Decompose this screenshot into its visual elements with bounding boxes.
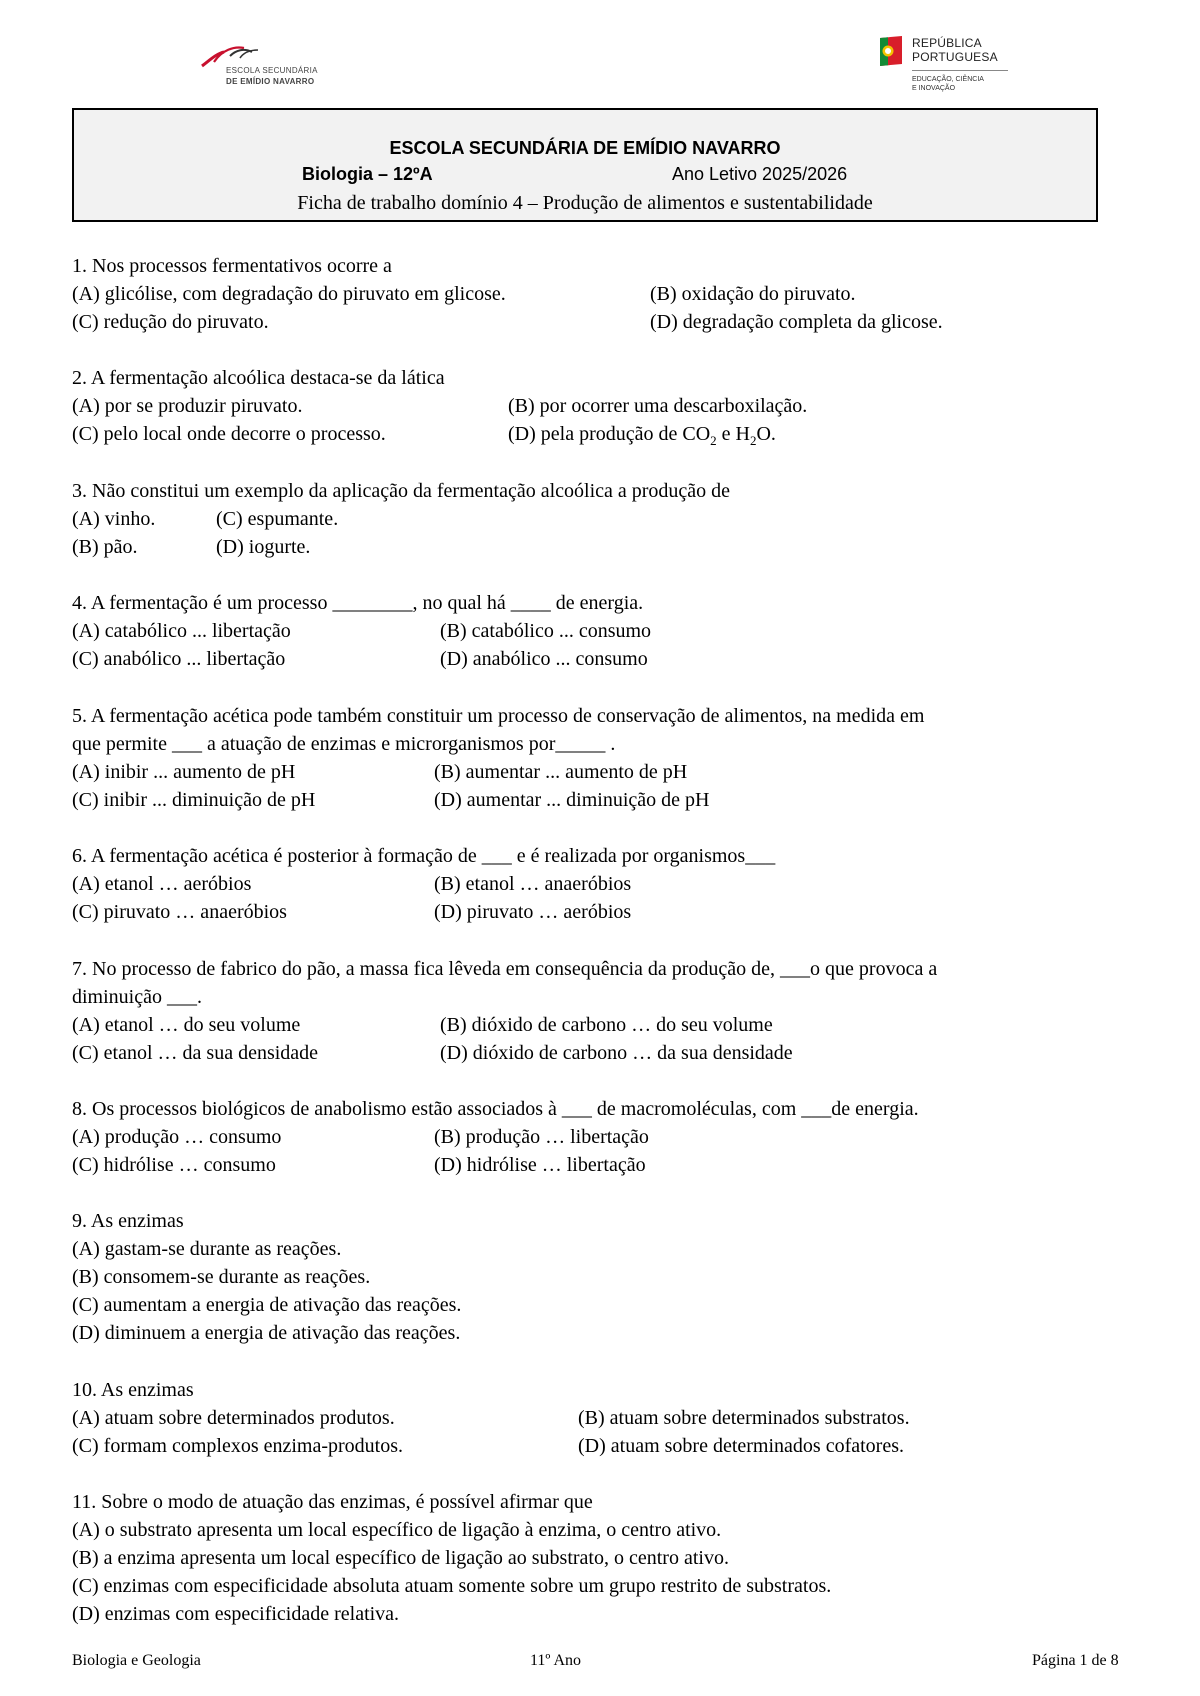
q6-option-a: (A) etanol … aeróbios [72, 873, 252, 895]
q5-stem-line2: que permite ___ a atuação de enzimas e microrganismos por_____ . [72, 733, 616, 755]
q2-option-d-sub2: 2 [749, 433, 757, 448]
q5-option-b: (B) aumentar ... aumento de pH [434, 761, 688, 783]
q9-option-b: (B) consomem-se durante as reações. [72, 1266, 371, 1288]
q6-option-b: (B) etanol … anaeróbios [434, 873, 632, 895]
q1-option-a: (A) glicólise, com degradação do piruvato em glicose. [72, 283, 506, 305]
q10-stem: 10. As enzimas [72, 1379, 194, 1401]
q8-stem: 8. Os processos biológicos de anabolismo estão associados à ___ de macromoléculas, com ___de energia. [72, 1098, 919, 1120]
q7-stem-line1: 7. No processo de fabrico do pão, a massa fica lêveda em consequência da produção de, ___o que provoca a [72, 958, 938, 980]
q1-stem: 1. Nos processos fermentativos ocorre a [72, 255, 392, 277]
school-logo [200, 42, 340, 92]
q4-option-d: (D) anabólico ... consumo [440, 648, 648, 670]
footer-course: Biologia e Geologia [72, 1652, 201, 1669]
q5-option-d: (D) aumentar ... diminuição de pH [434, 789, 710, 811]
q2-option-d-sub1: 2 [710, 433, 717, 448]
q8-option-d: (D) hidrólise … libertação [434, 1154, 646, 1176]
q5-option-a: (A) inibir ... aumento de pH [72, 761, 296, 783]
government-logo [878, 34, 1018, 100]
q1-option-b: (B) oxidação do piruvato. [650, 283, 856, 305]
q7-option-c: (C) etanol … da sua densidade [72, 1042, 319, 1064]
q2-option-a: (A) por se produzir piruvato. [72, 395, 303, 417]
q6-option-c: (C) piruvato … anaeróbios [72, 901, 287, 923]
q3-option-c: (C) espumante. [216, 508, 339, 530]
q4-option-a: (A) catabólico ... libertação [72, 620, 291, 642]
q2-option-d [508, 424, 776, 447]
q8-option-c: (C) hidrólise … consumo [72, 1154, 276, 1176]
q5-stem-line1: 5. A fermentação acética pode também constituir um processo de conservação de alimentos, na medida em [72, 705, 925, 727]
q2-option-d-suffix: O. [756, 423, 776, 445]
q3-option-b: (B) pão. [72, 536, 138, 558]
school-year: Ano Letivo 2025/2026 [672, 164, 848, 184]
q2-option-d-mid: e H [716, 423, 750, 445]
q2-option-b: (B) por ocorrer uma descarboxilação. [508, 395, 808, 417]
q10-option-c: (C) formam complexos enzima-produtos. [72, 1435, 404, 1457]
q11-option-a: (A) o substrato apresenta um local específico de ligação à enzima, o centro ativo. [72, 1519, 722, 1541]
q9-option-a: (A) gastam-se durante as reações. [72, 1238, 342, 1260]
gov-logo-divider [912, 70, 1008, 71]
q7-option-d: (D) dióxido de carbono … da sua densidade [440, 1042, 793, 1064]
q3-option-a: (A) vinho. [72, 508, 156, 530]
q1-option-c: (C) redução do piruvato. [72, 311, 269, 333]
gov-logo-line2: PORTUGUESA [912, 50, 998, 64]
q9-option-d: (D) diminuem a energia de ativação das reações. [72, 1322, 461, 1344]
q8-option-b: (B) produção … libertação [434, 1126, 649, 1148]
q4-option-c: (C) anabólico ... libertação [72, 648, 286, 670]
q7-option-b: (B) dióxido de carbono … do seu volume [440, 1014, 773, 1036]
q9-option-c: (C) aumentam a energia de ativação das reações. [72, 1294, 462, 1316]
q10-option-b: (B) atuam sobre determinados substratos. [578, 1407, 910, 1429]
q2-option-d-prefix: (D) pela produção de CO [508, 423, 711, 445]
q3-stem: 3. Não constitui um exemplo da aplicação da fermentação alcoólica a produção de [72, 480, 731, 502]
title-box [72, 108, 1098, 222]
q11-option-b: (B) a enzima apresenta um local específico de ligação ao substrato, o centro ativo. [72, 1547, 729, 1569]
footer-page-number: Página 1 de 8 [1032, 1652, 1119, 1669]
q8-option-a: (A) produção … consumo [72, 1126, 282, 1148]
school-name: ESCOLA SECUNDÁRIA DE EMÍDIO NAVARRO [389, 138, 781, 158]
q7-stem-line2: diminuição ___. [72, 986, 202, 1008]
q3-option-d: (D) iogurte. [216, 536, 311, 558]
school-logo-line1: ESCOLA SECUNDÁRIA [226, 66, 318, 75]
q11-option-d: (D) enzimas com especificidade relativa. [72, 1603, 400, 1625]
gov-logo-line3: EDUCAÇÃO, CIÊNCIA [912, 76, 984, 83]
q4-stem: 4. A fermentação é um processo ________, no qual há ____ de energia. [72, 592, 644, 614]
subject-class: Biologia – 12ºA [302, 164, 433, 184]
q5-option-c: (C) inibir ... diminuição de pH [72, 789, 316, 811]
school-logo-line2: DE EMÍDIO NAVARRO [226, 77, 315, 86]
portugal-flag-icon [878, 34, 904, 68]
q11-stem: 11. Sobre o modo de atuação das enzimas, é possível afirmar que [72, 1491, 593, 1513]
footer-year: 11º Ano [530, 1652, 582, 1669]
gov-logo-line4: E INOVAÇÃO [912, 85, 956, 92]
q2-stem: 2. A fermentação alcoólica destaca-se da lática [72, 367, 445, 389]
q1-option-d: (D) degradação completa da glicose. [650, 311, 943, 333]
gov-logo-line1: REPÚBLICA [912, 36, 982, 50]
q10-option-d: (D) atuam sobre determinados cofatores. [578, 1435, 904, 1457]
q4-option-b: (B) catabólico ... consumo [440, 620, 652, 642]
q2-option-c: (C) pelo local onde decorre o processo. [72, 423, 386, 445]
q9-stem: 9. As enzimas [72, 1210, 184, 1232]
worksheet-description: Ficha de trabalho domínio 4 – Produção de alimentos e sustentabilidade [297, 192, 873, 214]
q7-option-a: (A) etanol … do seu volume [72, 1014, 301, 1036]
q6-option-d: (D) piruvato … aeróbios [434, 901, 632, 923]
q10-option-a: (A) atuam sobre determinados produtos. [72, 1407, 395, 1429]
q11-option-c: (C) enzimas com especificidade absoluta atuam somente sobre um grupo restrito de substratos. [72, 1575, 832, 1597]
q6-stem: 6. A fermentação acética é posterior à formação de ___ e é realizada por organismos___ [72, 845, 776, 867]
